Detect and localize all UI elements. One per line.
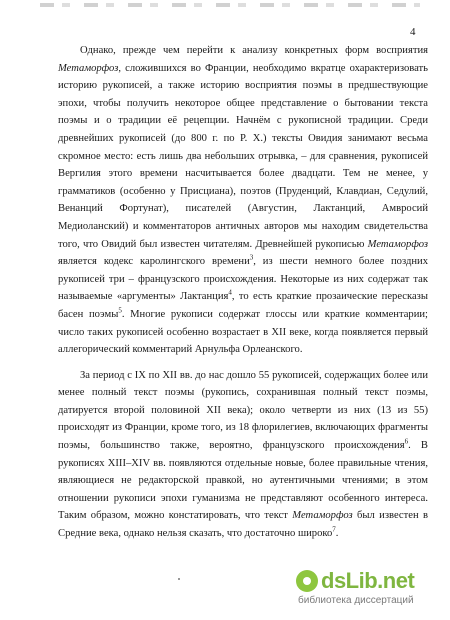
footnote-ref: 4 — [228, 288, 232, 297]
footnote-ref: 3 — [249, 253, 254, 262]
text-run: , из шести немного более поздних рукописей три – французского происхождения. Некоторые из них содержат так называемые «аргументы» Лактанция — [58, 256, 429, 303]
text-run: . Многие рукописи содержат глоссы или краткие комментарии; число таких рукописей особенно возрастает в XII веке, когда появляется первый аллегорический комментарий Арнульфа Орлеанского. — [58, 308, 428, 356]
text-run: За период с IX по XII вв. до нас дошло 55 рукописей, содержащих более или менее полный текст поэмы (рукопись, сохранившая полный текст поэмы, датируется второй половиной XII века); около четверти из них (13 из 55) происходят из Франции, кроме того, из 18 флорилегиев, включающих фрагменты поэмы, большинство также, вероятно, французского происхождения — [58, 369, 428, 452]
watermark-logo — [296, 568, 444, 594]
scan-speck — [178, 578, 180, 580]
text-run: . В рукописях XIII–XIV вв. появляются отдельные новые, более правильные чтения, являющиеся не редакторской правкой, но аутентичными чтениями; в этом отношении рукописи эпохи гуманизма не представляют особенного интереса. Таким образом, можно констатировать, что текст — [58, 440, 428, 522]
document-body — [58, 42, 428, 543]
italic-title: Метаморфоз — [367, 238, 428, 250]
watermark-name: dsLib.net — [321, 568, 415, 593]
paragraph — [58, 367, 428, 543]
paragraph — [58, 42, 428, 359]
text-run: , сложившихся во Франции, необходимо вкратце охарактеризовать историю рукописей, а также историю восприятия поэмы в предшествующие эпохи, чтобы получить некоторое общее представление о бытовании текста поэмы и о традиции её рецепции. Начнём с рукописной традиции. Среди древнейших рукописей (до 800 г. по Р. Х.) тексты Овидия занимают весьма скромное место: есть лишь два небольших отрывка, – для сравнения, рукописей Вергилия этого времени насчитывается более двадцати. Тем не менее, у грамматиков (особенно у Присциана), поэтов (Пруденций, Клавдиан, Седулий, Венанций Фортунат), писателей (Августин, Лактанций, Амвросий Медиоланский) и комментаторов античных авторов мы находим свидетельства того, что Овидий был известен читателям. Древнейшей рукописью — [58, 62, 428, 250]
page-number: 4 — [410, 26, 416, 38]
italic-title: Метаморфоз — [292, 510, 353, 522]
italic-title: Метаморфоз — [58, 62, 119, 74]
text-run: , то есть краткие прозаические пересказы басен поэмы — [58, 291, 428, 320]
text-run: . — [335, 528, 339, 540]
scan-artifact-line — [40, 3, 420, 7]
footnote-ref: 7 — [332, 525, 336, 534]
footnote-ref: 5 — [118, 306, 122, 315]
text-run: был известен в Средние века, однако нельзя сказать, что достаточно широко — [58, 510, 428, 540]
watermark-subtitle: библиотека диссертаций — [298, 595, 414, 606]
text-run: является кодекс каролингского времени — [58, 256, 250, 268]
text-run: Однако, прежде чем перейти к анализу конкретных форм восприятия — [80, 45, 428, 56]
dslib-logo-icon — [296, 570, 318, 592]
watermark — [296, 568, 444, 616]
footnote-ref: 6 — [404, 437, 409, 446]
